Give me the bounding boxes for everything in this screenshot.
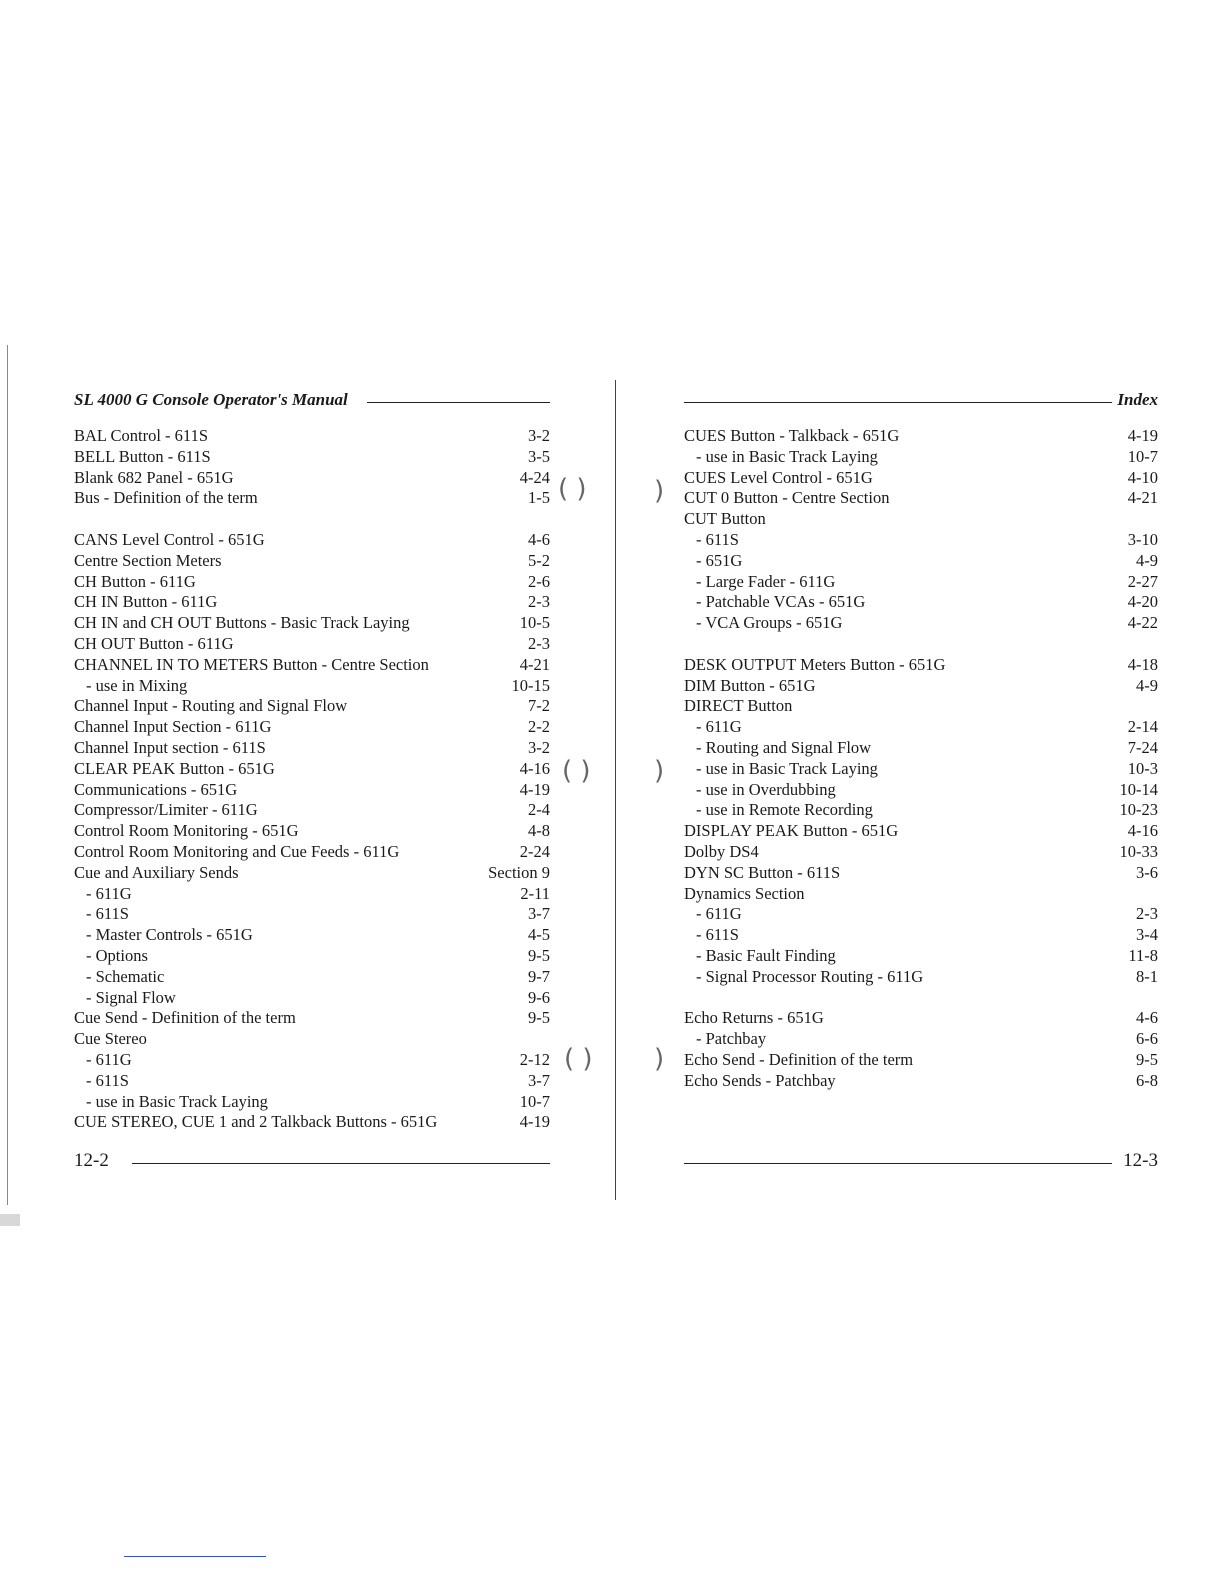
index-term: - use in Overdubbing xyxy=(696,779,836,799)
index-entry xyxy=(74,1071,550,1092)
index-page-ref: 2-4 xyxy=(528,800,550,820)
index-term: CH OUT Button - 611G xyxy=(74,633,234,653)
footer-rule xyxy=(684,1163,1112,1164)
index-term: Echo Sends - Patchbay xyxy=(684,1070,836,1090)
index-page-ref: 10-3 xyxy=(1127,758,1158,778)
index-page-ref: 2-3 xyxy=(528,592,550,612)
index-entry xyxy=(74,863,550,884)
index-entry xyxy=(74,759,550,780)
index-page-ref: 10-15 xyxy=(511,675,550,695)
index-term: Channel Input section - 611S xyxy=(74,737,266,757)
index-entry xyxy=(684,759,1158,780)
index-entry xyxy=(74,1050,550,1071)
index-page-ref: 3-6 xyxy=(1136,862,1158,882)
index-entry xyxy=(684,530,1158,551)
index-term: Echo Returns - 651G xyxy=(684,1008,824,1028)
index-list xyxy=(74,426,550,1133)
index-entry xyxy=(74,1029,550,1050)
index-term: CANS Level Control - 651G xyxy=(74,529,265,549)
index-term: - Patchable VCAs - 651G xyxy=(696,592,866,612)
page-header xyxy=(74,388,550,416)
index-term: - Signal Flow xyxy=(86,987,176,1007)
left-page xyxy=(74,388,550,1171)
index-term: - 651G xyxy=(696,550,743,570)
index-page-ref: 4-8 xyxy=(528,821,550,841)
index-page-ref: 11-8 xyxy=(1128,945,1158,965)
index-page-ref: 5-2 xyxy=(528,550,550,570)
index-entry xyxy=(684,738,1158,759)
index-entry xyxy=(74,821,550,842)
index-entry xyxy=(74,738,550,759)
index-term: - use in Basic Track Laying xyxy=(696,446,878,466)
page-footer xyxy=(684,1150,1158,1174)
index-term: Communications - 651G xyxy=(74,779,238,799)
index-entry xyxy=(684,696,1158,717)
index-page-ref: 8-1 xyxy=(1136,966,1158,986)
index-page-ref: 10-5 xyxy=(519,613,550,633)
index-term: DESK OUTPUT Meters Button - 651G xyxy=(684,654,946,674)
index-entry xyxy=(684,447,1158,468)
index-entry xyxy=(684,655,1158,676)
header-rule xyxy=(684,402,1112,403)
index-entry xyxy=(684,842,1158,863)
index-entry xyxy=(684,904,1158,925)
index-entry xyxy=(74,447,550,468)
page-number: 12-3 xyxy=(1123,1150,1158,1171)
index-term: CLEAR PEAK Button - 651G xyxy=(74,758,275,778)
punch-hole-icon: ( ) xyxy=(558,474,587,504)
index-term: - use in Remote Recording xyxy=(696,800,873,820)
index-entry xyxy=(74,488,550,509)
index-entry xyxy=(74,655,550,676)
index-entry xyxy=(74,676,550,697)
index-page-ref: 2-3 xyxy=(528,633,550,653)
index-page-ref: 3-2 xyxy=(528,737,550,757)
index-entry xyxy=(684,1008,1158,1029)
index-term: CUES Level Control - 651G xyxy=(684,467,873,487)
index-entry xyxy=(684,884,1158,905)
index-page-ref: 4-6 xyxy=(528,529,550,549)
index-page-ref: 3-7 xyxy=(528,904,550,924)
index-page-ref: 4-19 xyxy=(519,779,550,799)
index-entry xyxy=(74,800,550,821)
index-page-ref: 4-16 xyxy=(1127,821,1158,841)
page-footer xyxy=(74,1150,550,1174)
index-term: CUT Button xyxy=(684,509,766,529)
header-rule xyxy=(367,402,550,403)
section-title: Index xyxy=(1117,390,1158,409)
index-entry xyxy=(684,863,1158,884)
page-header xyxy=(684,388,1158,416)
blue-underline xyxy=(124,1556,266,1557)
index-term: CH IN Button - 611G xyxy=(74,592,218,612)
index-term: DIM Button - 651G xyxy=(684,675,816,695)
index-page-ref: 2-3 xyxy=(1136,904,1158,924)
index-page-ref: 9-5 xyxy=(1136,1049,1158,1069)
index-page-ref: 4-9 xyxy=(1136,550,1158,570)
index-entry xyxy=(684,780,1158,801)
punch-hole-icon: ) xyxy=(654,756,665,786)
index-term: - Large Fader - 611G xyxy=(696,571,836,591)
index-term: CUES Button - Talkback - 651G xyxy=(684,426,900,445)
index-term: - Signal Processor Routing - 611G xyxy=(696,966,924,986)
index-entry xyxy=(684,1050,1158,1071)
index-entry xyxy=(684,925,1158,946)
index-page-ref: 1-5 xyxy=(528,488,550,508)
index-entry xyxy=(74,1092,550,1113)
index-entry xyxy=(74,468,550,489)
index-entry xyxy=(684,800,1158,821)
index-term: Channel Input - Routing and Signal Flow xyxy=(74,696,348,716)
index-term: CH Button - 611G xyxy=(74,571,196,591)
punch-hole-icon: ) xyxy=(654,1044,665,1074)
index-list xyxy=(684,426,1158,1092)
index-entry xyxy=(74,925,550,946)
index-page-ref: 9-5 xyxy=(528,945,550,965)
index-entry xyxy=(74,530,550,551)
index-entry xyxy=(684,551,1158,572)
footer-rule xyxy=(132,1163,550,1164)
index-entry xyxy=(74,780,550,801)
index-term: DYN SC Button - 611S xyxy=(684,862,841,882)
index-term: - Master Controls - 651G xyxy=(86,925,253,945)
index-page-ref: Section 9 xyxy=(488,862,550,882)
index-entry xyxy=(74,426,550,447)
index-term: - 611S xyxy=(696,925,739,945)
index-entry xyxy=(74,967,550,988)
index-entry xyxy=(684,592,1158,613)
index-entry xyxy=(684,613,1158,634)
index-page-ref: 7-2 xyxy=(528,696,550,716)
index-page-ref: 4-9 xyxy=(1136,675,1158,695)
index-page-ref: 4-22 xyxy=(1127,613,1158,633)
index-entry xyxy=(74,946,550,967)
index-term: Bus - Definition of the term xyxy=(74,488,258,508)
index-term: - 611G xyxy=(86,883,132,903)
index-entry xyxy=(74,1112,550,1133)
index-entry xyxy=(684,468,1158,489)
index-term: Cue and Auxiliary Sends xyxy=(74,862,239,882)
index-term: - Options xyxy=(86,945,148,965)
index-entry xyxy=(74,904,550,925)
index-term: CUT 0 Button - Centre Section xyxy=(684,488,890,508)
index-page-ref: 4-24 xyxy=(519,467,550,487)
index-entry xyxy=(684,509,1158,530)
index-entry xyxy=(684,821,1158,842)
index-page-ref: 4-19 xyxy=(519,1112,550,1132)
index-page-ref: 10-23 xyxy=(1119,800,1158,820)
index-entry xyxy=(684,488,1158,509)
index-term: - Routing and Signal Flow xyxy=(696,737,872,757)
index-term: Cue Send - Definition of the term xyxy=(74,1008,296,1028)
index-page-ref: 10-7 xyxy=(1127,446,1158,466)
index-entry xyxy=(684,426,1158,447)
index-page-ref: 4-5 xyxy=(528,925,550,945)
index-page-ref: 3-10 xyxy=(1127,529,1158,549)
index-term: CH IN and CH OUT Buttons - Basic Track Laying xyxy=(74,613,410,633)
punch-hole-icon: ) xyxy=(654,476,665,506)
index-page-ref: 4-6 xyxy=(1136,1008,1158,1028)
index-term: BELL Button - 611S xyxy=(74,446,211,466)
index-page-ref: 9-5 xyxy=(528,1008,550,1028)
index-entry xyxy=(74,1008,550,1029)
index-term: Channel Input Section - 611G xyxy=(74,717,272,737)
index-entry xyxy=(684,946,1158,967)
index-term: - Basic Fault Finding xyxy=(696,945,836,965)
index-page-ref: 3-4 xyxy=(1136,925,1158,945)
index-entry xyxy=(74,592,550,613)
index-page-ref: 4-20 xyxy=(1127,592,1158,612)
index-entry xyxy=(74,696,550,717)
index-term: - 611S xyxy=(86,1070,129,1090)
index-term: Cue Stereo xyxy=(74,1029,147,1049)
index-term: Compressor/Limiter - 611G xyxy=(74,800,258,820)
punch-hole-icon: ( ) xyxy=(562,756,591,786)
index-page-ref: 4-18 xyxy=(1127,654,1158,674)
index-page-ref: 2-2 xyxy=(528,717,550,737)
index-page-ref: 2-14 xyxy=(1127,717,1158,737)
index-page-ref: 4-10 xyxy=(1127,467,1158,487)
manual-title: SL 4000 G Console Operator's Manual xyxy=(74,390,348,409)
index-entry xyxy=(684,1029,1158,1050)
index-spacer xyxy=(684,988,1158,1009)
index-page-ref: 2-6 xyxy=(528,571,550,591)
index-page-ref: 3-5 xyxy=(528,446,550,466)
index-page-ref: 2-12 xyxy=(519,1049,550,1069)
index-page-ref: 4-21 xyxy=(519,654,550,674)
index-term: - 611S xyxy=(696,529,739,549)
index-term: - Schematic xyxy=(86,966,165,986)
punch-hole-icon: ( ) xyxy=(564,1044,593,1074)
index-entry xyxy=(684,572,1158,593)
index-term: - VCA Groups - 651G xyxy=(696,613,843,633)
index-spacer xyxy=(684,634,1158,655)
index-term: - use in Mixing xyxy=(86,675,188,695)
index-entry xyxy=(74,842,550,863)
index-entry xyxy=(74,988,550,1009)
index-page-ref: 6-8 xyxy=(1136,1070,1158,1090)
index-entry xyxy=(684,1071,1158,1092)
index-term: - 611G xyxy=(86,1049,132,1069)
index-spacer xyxy=(74,509,550,530)
index-page-ref: 4-21 xyxy=(1127,488,1158,508)
index-entry xyxy=(684,967,1158,988)
index-term: Control Room Monitoring and Cue Feeds - 611G xyxy=(74,841,400,861)
index-entry xyxy=(684,717,1158,738)
index-term: CHANNEL IN TO METERS Button - Centre Section xyxy=(74,654,429,674)
index-term: DIRECT Button xyxy=(684,696,793,716)
index-page-ref: 7-24 xyxy=(1127,737,1158,757)
index-page-ref: 10-14 xyxy=(1119,779,1158,799)
index-term: Blank 682 Panel - 651G xyxy=(74,467,234,487)
binding-line xyxy=(615,380,616,1200)
index-entry xyxy=(74,717,550,738)
left-edge-line xyxy=(7,345,8,1205)
index-page-ref: 10-7 xyxy=(519,1091,550,1111)
index-page-ref: 6-6 xyxy=(1136,1029,1158,1049)
index-entry xyxy=(74,613,550,634)
index-entry xyxy=(74,634,550,655)
index-term: Echo Send - Definition of the term xyxy=(684,1049,914,1069)
index-term: - Patchbay xyxy=(696,1029,767,1049)
index-page-ref: 2-27 xyxy=(1127,571,1158,591)
index-term: DISPLAY PEAK Button - 651G xyxy=(684,821,899,841)
right-page xyxy=(684,388,1158,1171)
index-page-ref: 9-6 xyxy=(528,987,550,1007)
index-entry xyxy=(74,551,550,572)
index-term: CUE STEREO, CUE 1 and 2 Talkback Buttons - 651G xyxy=(74,1112,438,1132)
index-term: Control Room Monitoring - 651G xyxy=(74,821,299,841)
index-term: - use in Basic Track Laying xyxy=(696,758,878,778)
index-page-ref: 3-7 xyxy=(528,1070,550,1090)
index-term: BAL Control - 611S xyxy=(74,426,208,445)
index-term: Dynamics Section xyxy=(684,883,805,903)
index-entry xyxy=(684,676,1158,697)
index-term: Centre Section Meters xyxy=(74,550,222,570)
left-edge-mark xyxy=(0,1214,20,1226)
index-page-ref: 9-7 xyxy=(528,966,550,986)
index-entry xyxy=(74,884,550,905)
index-term: Dolby DS4 xyxy=(684,841,759,861)
index-term: - 611S xyxy=(86,904,129,924)
index-page-ref: 2-24 xyxy=(519,841,550,861)
index-entry xyxy=(74,572,550,593)
index-page-ref: 3-2 xyxy=(528,426,550,445)
index-page-ref: 4-16 xyxy=(519,758,550,778)
index-term: - 611G xyxy=(696,904,742,924)
page-number: 12-2 xyxy=(74,1150,109,1171)
index-page-ref: 10-33 xyxy=(1119,841,1158,861)
index-page-ref: 2-11 xyxy=(520,883,550,903)
index-term: - 611G xyxy=(696,717,742,737)
index-page-ref: 4-19 xyxy=(1127,426,1158,445)
index-term: - use in Basic Track Laying xyxy=(86,1091,268,1111)
